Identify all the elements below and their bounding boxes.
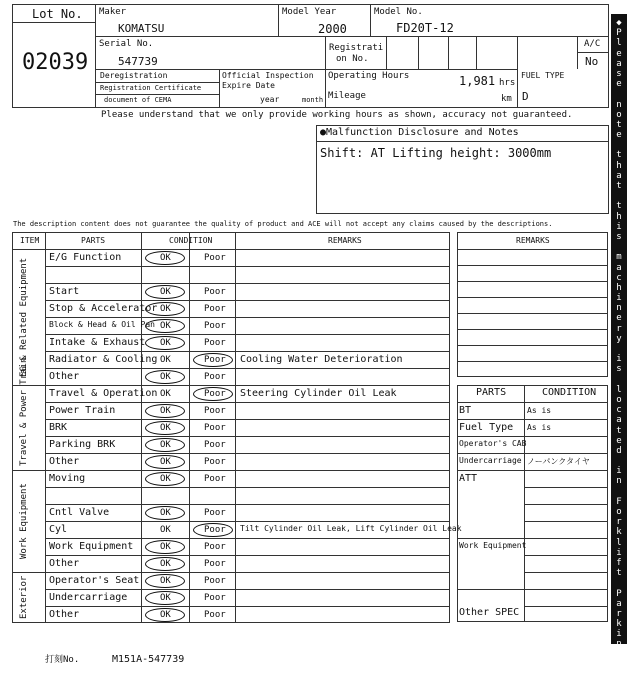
location-notice-sidebar	[611, 14, 627, 670]
part-name: Stop & Accelerator	[49, 303, 158, 314]
inspection-label-2: Expire Date	[222, 81, 275, 90]
part-name: Operator's Seat	[49, 575, 140, 586]
grid-line	[45, 504, 450, 505]
grid-line	[45, 300, 450, 301]
operating-hours-value: 1,981	[459, 74, 496, 88]
lot-number: 02039	[22, 50, 89, 75]
model-year-value: 2000	[318, 22, 347, 36]
registration-certificate-label: Registration Certificate	[100, 84, 202, 92]
ok-option[interactable]: OK	[160, 389, 171, 399]
malfunction-title: ●Malfunction Disclosure and Notes	[320, 127, 519, 138]
part-name: Block & Head & Oil Pan	[49, 320, 155, 329]
poor-option[interactable]: Poor	[204, 474, 226, 484]
part-name: E/G Function	[49, 252, 122, 263]
fuel-type-label: FUEL TYPE	[521, 71, 565, 80]
group-divider	[12, 470, 450, 471]
ok-option[interactable]: OK	[160, 287, 171, 297]
right-part-name: Fuel Type	[459, 422, 514, 433]
disclaimer: The description content does not guarantee the quality of product and ACE will not accept any claims caused by the descriptions.	[13, 220, 553, 228]
ok-option[interactable]: OK	[160, 610, 171, 620]
poor-option[interactable]: Poor	[204, 457, 226, 467]
ok-option[interactable]: OK	[160, 593, 171, 603]
selected-condition-circle	[145, 370, 185, 384]
hrs-label: hrs	[499, 78, 516, 88]
maker-label: Maker	[99, 7, 127, 17]
grid-line	[457, 419, 608, 420]
ok-option[interactable]: OK	[160, 321, 171, 331]
part-name: Other	[49, 456, 80, 467]
poor-option[interactable]: Poor	[204, 440, 226, 450]
grid-line	[45, 334, 450, 335]
ok-option[interactable]: OK	[160, 440, 171, 450]
poor-option[interactable]: Poor	[204, 321, 226, 331]
poor-option[interactable]: Poor	[204, 338, 226, 348]
grid-line	[45, 606, 450, 607]
registration-label-2: on No.	[336, 54, 369, 64]
ok-option[interactable]: OK	[160, 406, 171, 416]
poor-option[interactable]: Poor	[204, 610, 226, 620]
grid-line	[45, 419, 450, 420]
right-part-name: Operator's CAB	[459, 439, 527, 448]
selected-condition-circle	[193, 387, 233, 401]
grid-line	[45, 538, 450, 539]
part-name: Undercarriage	[49, 592, 128, 603]
model-no-value: FD20T-12	[396, 21, 454, 35]
grid-line	[457, 265, 608, 266]
grid-line	[12, 249, 450, 250]
grid-line	[141, 232, 142, 623]
part-name: Start	[49, 286, 80, 297]
selected-condition-circle	[145, 557, 185, 571]
cema-label: document of CEMA	[104, 96, 172, 104]
grid-line	[457, 281, 608, 282]
remark-text: Steering Cylinder Oil Leak	[240, 388, 397, 399]
poor-option[interactable]: Poor	[204, 508, 226, 518]
grid-line	[524, 606, 608, 607]
grid-line	[457, 345, 608, 346]
selected-condition-circle	[145, 421, 185, 435]
grid-line	[45, 589, 450, 590]
group-divider	[12, 572, 450, 573]
poor-option[interactable]: Poor	[204, 593, 226, 603]
grid-line	[45, 402, 450, 403]
stamp-label: 打刻No.	[45, 655, 80, 665]
grid-line	[524, 589, 608, 590]
lot-label: Lot No.	[32, 7, 83, 21]
grid-line	[457, 538, 524, 539]
grid-line	[45, 266, 450, 267]
sidebar-text: ◆ P l e a s e n o t e t h a t t h i s m a c h i n e r y i s l o c a t e d i n F o r k l i f t P a r k i n g ◆	[616, 18, 622, 670]
ac-value: No	[585, 55, 599, 68]
work-equipment-label: Work Equipment	[459, 541, 527, 550]
remarks-header: REMARKS	[328, 236, 362, 245]
grid-line	[45, 436, 450, 437]
selected-condition-circle	[145, 506, 185, 520]
part-name: Travel & Operation	[49, 388, 158, 399]
selected-condition-circle	[145, 251, 185, 265]
grid-line	[457, 470, 608, 471]
grid-line	[45, 487, 450, 488]
poor-option[interactable]: Poor	[204, 423, 226, 433]
part-name: Cyl	[49, 524, 68, 535]
poor-option[interactable]: Poor	[204, 253, 226, 263]
grid-line	[524, 538, 608, 539]
poor-option[interactable]: Poor	[204, 389, 226, 399]
ok-option[interactable]: OK	[160, 508, 171, 518]
grid-line	[45, 555, 450, 556]
month-label: month	[302, 96, 324, 104]
grid-line	[457, 297, 608, 298]
right-part-condition: As is	[527, 423, 552, 432]
grid-line	[45, 232, 46, 623]
serial-value: 547739	[118, 55, 158, 68]
right-remarks-header: REMARKS	[516, 236, 550, 245]
remark-text: Cooling Water Deterioration	[240, 354, 403, 365]
ok-option[interactable]: OK	[160, 372, 171, 382]
part-name: Intake & Exhaust	[49, 337, 146, 348]
deregistration-label: Deregistration	[100, 71, 168, 80]
ok-option[interactable]: OK	[160, 338, 171, 348]
ok-option[interactable]: OK	[160, 576, 171, 586]
selected-condition-circle	[193, 353, 233, 367]
grid-line	[45, 368, 450, 369]
malfunction-box	[316, 125, 609, 214]
part-name: Radiator & Cooling	[49, 354, 158, 365]
poor-option[interactable]: Poor	[204, 576, 226, 586]
grid-line	[457, 329, 608, 330]
group-label: EG & Related Equipment	[19, 257, 29, 377]
poor-option[interactable]: Poor	[204, 304, 226, 314]
serial-label: Serial No.	[99, 39, 154, 49]
group-label: Travel & Power Train	[19, 357, 29, 466]
ac-label: A/C	[584, 39, 601, 49]
part-name: BRK	[49, 422, 68, 433]
poor-option[interactable]: Poor	[204, 406, 226, 416]
poor-option[interactable]: Poor	[204, 559, 226, 569]
ok-option[interactable]: OK	[160, 253, 171, 263]
part-name: Parking BRK	[49, 439, 116, 450]
grid-line	[457, 436, 608, 437]
maker-value: KOMATSU	[118, 22, 165, 35]
item-header: ITEM	[20, 236, 40, 245]
right-part-condition: As is	[527, 406, 552, 415]
selected-condition-circle	[145, 574, 185, 588]
selected-condition-circle	[145, 438, 185, 452]
selected-condition-circle	[145, 608, 185, 622]
grid-line	[524, 555, 608, 556]
part-name: Other	[49, 371, 80, 382]
ok-option[interactable]: OK	[160, 355, 171, 365]
group-divider	[12, 385, 450, 386]
grid-line	[457, 589, 524, 590]
poor-option[interactable]: Poor	[204, 542, 226, 552]
selected-condition-circle	[145, 455, 185, 469]
model-year-label: Model Year	[282, 7, 337, 17]
right-condition-header: CONDITION	[542, 387, 597, 398]
selected-condition-circle	[193, 523, 233, 537]
part-name: Power Train	[49, 405, 116, 416]
poor-option[interactable]: Poor	[204, 287, 226, 297]
ok-option[interactable]: OK	[160, 474, 171, 484]
inspection-label-1: Official Inspection	[222, 71, 314, 80]
selected-condition-circle	[145, 472, 185, 486]
km-label: km	[501, 94, 512, 104]
stamp-value: M151A-547739	[112, 654, 185, 665]
selected-condition-circle	[145, 591, 185, 605]
grid-line	[457, 402, 608, 403]
selected-condition-circle	[145, 319, 185, 333]
ok-option[interactable]: OK	[160, 304, 171, 314]
parts-header: PARTS	[81, 236, 106, 245]
ok-option[interactable]: OK	[160, 559, 171, 569]
header-frame	[12, 4, 609, 108]
poor-option[interactable]: Poor	[204, 372, 226, 382]
right-remarks-frame	[457, 232, 608, 377]
remark-text: Tilt Cylinder Oil Leak, Lift Cylinder Oil Leak	[240, 524, 462, 533]
poor-option[interactable]: Poor	[204, 355, 226, 365]
grid-line	[45, 317, 450, 318]
grid-line	[457, 361, 608, 362]
condition-header: CONDITION	[169, 236, 213, 245]
grid-line	[235, 232, 236, 623]
selected-condition-circle	[145, 336, 185, 350]
right-part-condition: ノーパンクタイヤ	[527, 457, 590, 466]
group-label: Work Equipment	[19, 483, 29, 559]
other-spec-label: Other SPEC	[459, 607, 520, 618]
grid-line	[457, 453, 608, 454]
part-name: Other	[49, 609, 80, 620]
grid-line	[524, 504, 608, 505]
ok-option[interactable]: OK	[160, 423, 171, 433]
part-name: Moving	[49, 473, 86, 484]
group-label: Exterior	[19, 575, 29, 619]
grid-line	[45, 351, 450, 352]
year-label: year	[260, 95, 280, 104]
fuel-type-value: D	[522, 90, 529, 103]
ok-option[interactable]: OK	[160, 542, 171, 552]
part-name: Cntl Valve	[49, 507, 110, 518]
selected-condition-circle	[145, 302, 185, 316]
grid-line	[524, 521, 608, 522]
right-part-name: BT	[459, 405, 472, 416]
grid-line	[457, 249, 608, 250]
operating-hours-label: Operating Hours	[328, 71, 410, 81]
grid-line	[457, 313, 608, 314]
mileage-label: Mileage	[328, 91, 366, 101]
ok-option[interactable]: OK	[160, 525, 171, 535]
grid-line	[45, 521, 450, 522]
right-part-name: ATT	[459, 473, 478, 484]
selected-condition-circle	[145, 404, 185, 418]
grid-line	[524, 572, 608, 573]
model-no-label: Model No.	[374, 7, 423, 17]
registration-label-1: Registrati	[329, 43, 384, 53]
right-part-name: Undercarriage	[459, 456, 522, 465]
grid-line	[45, 283, 450, 284]
part-name: Other	[49, 558, 80, 569]
grid-line	[189, 232, 190, 623]
grid-line	[524, 487, 608, 488]
working-hours-notice: Please understand that we only provide working hours as shown, accuracy not guaranteed.	[101, 110, 573, 120]
part-name: Work Equipment	[49, 541, 134, 552]
ok-option[interactable]: OK	[160, 457, 171, 467]
selected-condition-circle	[145, 540, 185, 554]
malfunction-text: Shift: AT Lifting height: 3000mm	[320, 146, 552, 160]
selected-condition-circle	[145, 285, 185, 299]
poor-option[interactable]: Poor	[204, 525, 226, 535]
grid-line	[45, 453, 450, 454]
right-parts-header: PARTS	[476, 387, 507, 398]
